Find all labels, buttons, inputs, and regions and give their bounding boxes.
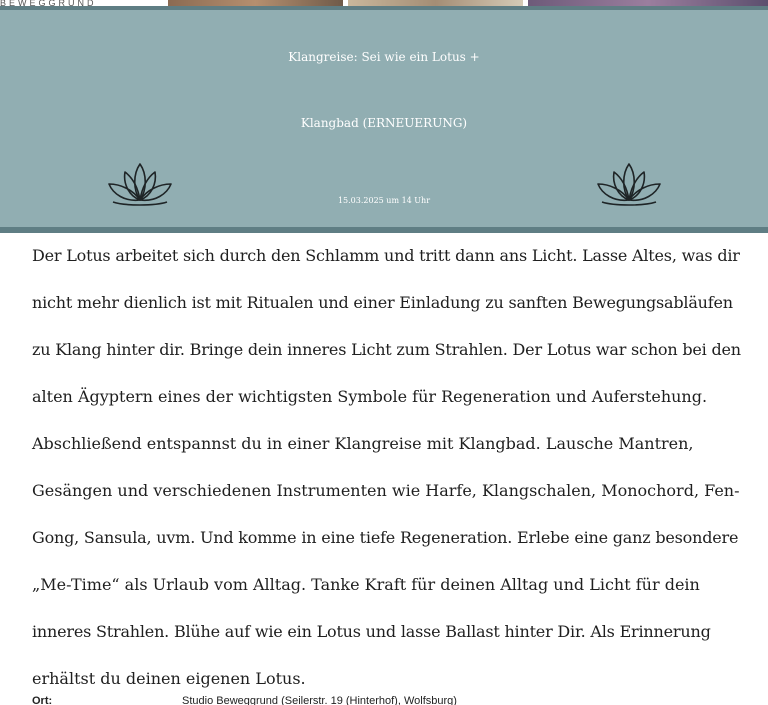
description-line: Gong, Sansula, uvm. Und komme in eine tiefe Regeneration. Erlebe eine ganz besondere: [32, 528, 739, 547]
location-label: Ort:: [32, 695, 53, 705]
logo-text: BEWEGGRUND: [0, 0, 97, 6]
description-line: Abschließend entspannst du in einer Klangreise mit Klangbad. Lausche Mantren,: [32, 434, 694, 453]
description-line: Der Lotus arbeitet sich durch den Schlamm und tritt dann ans Licht. Lasse Altes, was dir: [32, 246, 740, 265]
description-line: nicht mehr dienlich ist mit Ritualen und einer Einladung zu sanften Bewegungsabläufen: [32, 293, 733, 312]
description-line: „Me-Time“ als Urlaub vom Alltag. Tanke Kraft für deinen Alltag und Licht für dein: [32, 575, 700, 594]
title-banner: [0, 6, 768, 233]
location-value: Studio Beweggrund (Seilerstr. 19 (Hinterhof), Wolfsburg): [182, 695, 457, 705]
description-line: alten Ägyptern eines der wichtigsten Symbole für Regeneration und Auferstehung.: [32, 387, 708, 406]
description-line: erhältst du deinen eigenen Lotus.: [32, 669, 306, 688]
event-title-line-2: Klangbad (ERNEUERUNG): [300, 116, 468, 130]
event-date: 15.03.2025 um 14 Uhr: [337, 196, 431, 205]
location-row: [32, 694, 752, 705]
description-line: inneres Strahlen. Blühe auf wie ein Lotus und lasse Ballast hinter Dir. Als Erinnerung: [32, 622, 711, 641]
description-line: zu Klang hinter dir. Bringe dein inneres Licht zum Strahlen. Der Lotus war schon bei den: [32, 340, 741, 359]
description-line: Gesängen und verschiedenen Instrumenten wie Harfe, Klangschalen, Monochord, Fen-: [32, 481, 740, 500]
event-description: [32, 232, 742, 702]
event-title-line-1: Klangreise: Sei wie ein Lotus +: [288, 50, 480, 64]
